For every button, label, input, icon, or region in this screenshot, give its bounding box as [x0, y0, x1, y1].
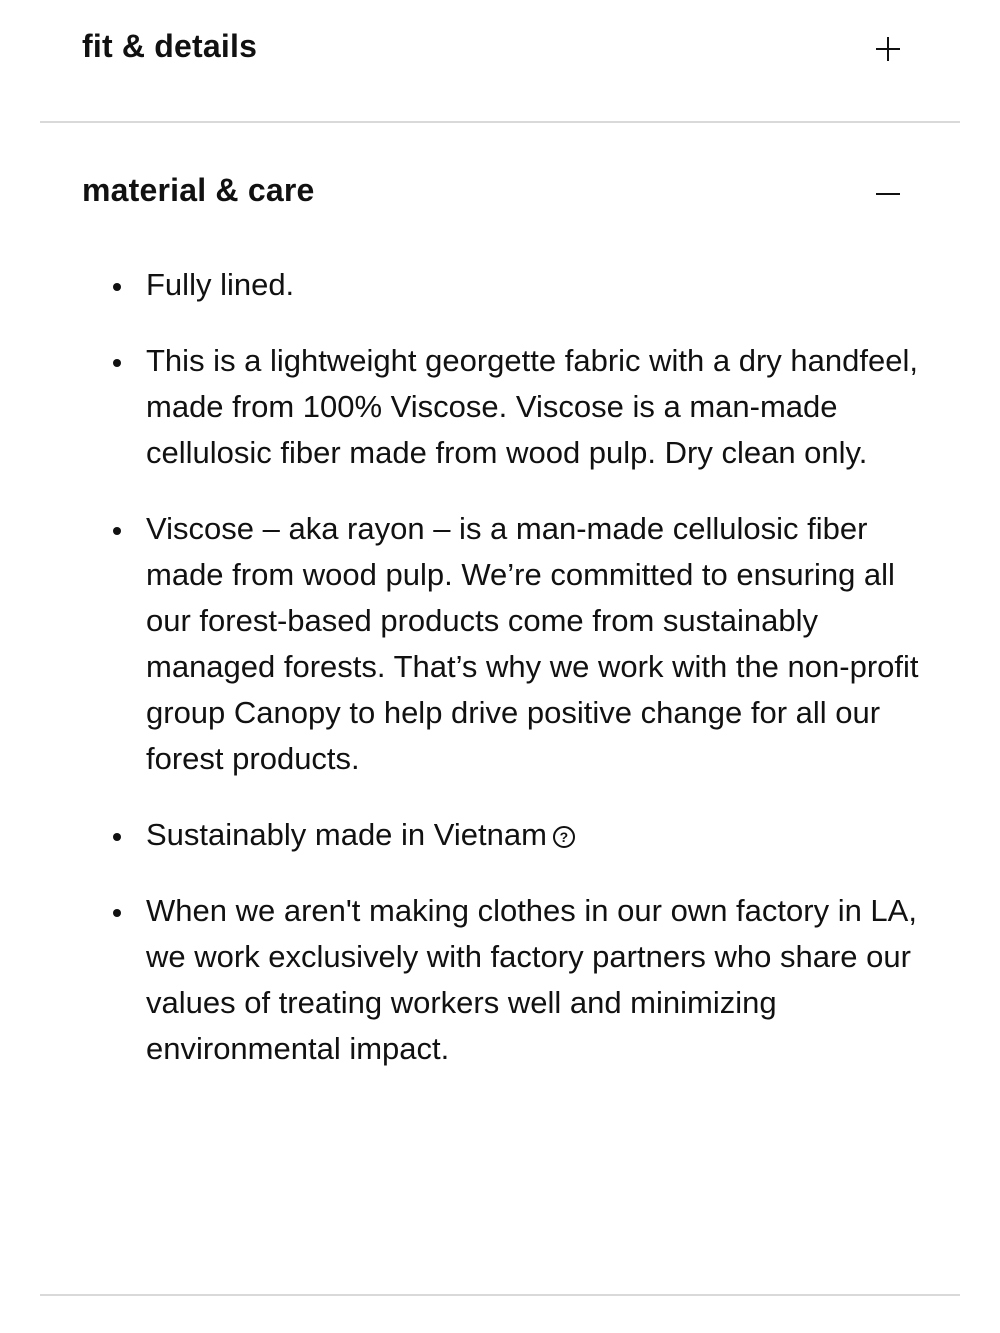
section-divider: [40, 121, 960, 123]
question-circle-icon[interactable]: ?: [553, 826, 575, 848]
list-item: [40, 262, 960, 308]
material-care-header[interactable]: [40, 124, 960, 220]
list-item-text: When we aren't making clothes in our own factory in LA, we work exclusively with factory partners who share our values of treating workers well and minimizing environmental impact.: [146, 893, 917, 1066]
list-item-text: Sustainably made in Vietnam: [146, 817, 547, 852]
material-care-title: material & care: [82, 172, 315, 208]
fit-details-title: fit & details: [82, 28, 258, 64]
fit-details-header[interactable]: [40, 0, 960, 96]
material-care-list: [40, 262, 960, 1102]
list-item: [40, 812, 960, 858]
section-divider: [40, 1294, 960, 1296]
list-item: [40, 338, 960, 476]
product-info-accordion: [40, 0, 960, 1066]
plus-icon[interactable]: [876, 37, 900, 61]
minus-icon[interactable]: [876, 182, 900, 206]
list-item-text: This is a lightweight georgette fabric with a dry handfeel, made from 100% Viscose. Viscose is a man-made cellulosic fiber made from wood pulp. Dry clean only.: [146, 343, 918, 470]
list-item-text: Fully lined.: [146, 267, 295, 302]
list-item: [40, 506, 960, 782]
list-item: [40, 888, 960, 1072]
list-item-text: Viscose – aka rayon – is a man-made cellulosic fiber made from wood pulp. We’re committed to ensuring all our forest-based products come from sustainably managed forests. That’s why we work with the non-profit group Canopy to help drive positive change for all our forest products.: [146, 511, 919, 776]
